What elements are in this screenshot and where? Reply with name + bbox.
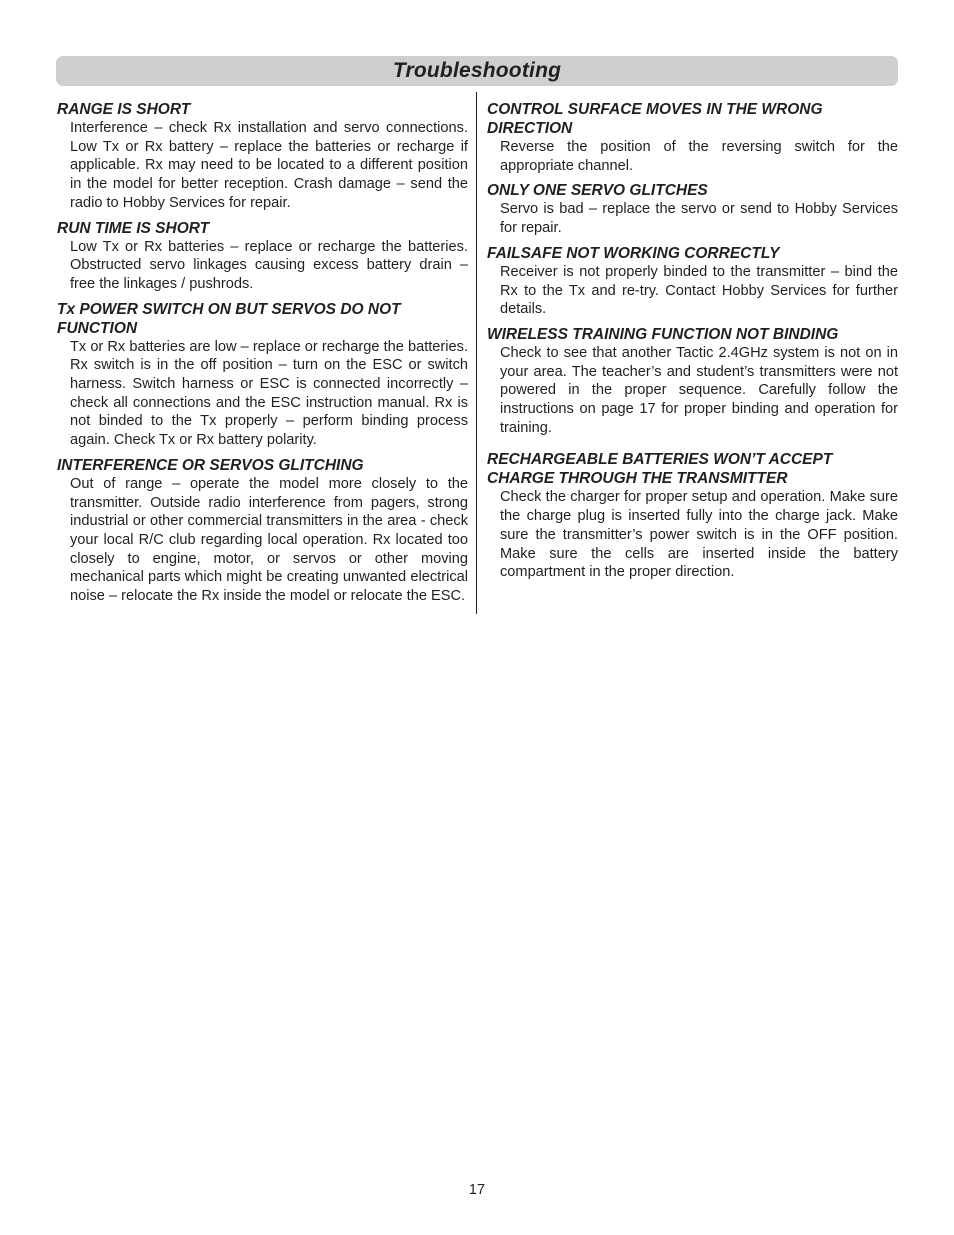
section-body: Low Tx or Rx batteries – replace or recharge the batteries. Obstructed servo linkages causing excess battery drain – free the linkages / pushrods. (70, 238, 468, 292)
title-bar (56, 56, 898, 86)
section-range-is-short (57, 100, 468, 213)
section-run-time-is-short (57, 219, 468, 294)
section-body: Receiver is not properly binded to the transmitter – bind the Rx to the Tx and re-try. Contact Hobby Services for further details. (500, 263, 898, 318)
section-one-servo-glitches (487, 181, 898, 237)
section-heading: RUN TIME IS SHORT (57, 219, 210, 237)
section-heading: WIRELESS TRAINING FUNCTION NOT BINDING (487, 325, 839, 343)
section-wireless-training (487, 325, 898, 438)
section-heading: RANGE IS SHORT (57, 101, 191, 118)
section-body: Out of range – operate the model more closely to the transmitter. Outside radio interference from pagers, strong industrial or other commercial transmitters in the area - check your local R/C club regarding local operation. Rx located too closely to engine, motor, or servos or other moving mechanical parts which might be creating unwanted electrical noise – relocate the Rx inside the model or relocate the ESC. (70, 475, 468, 605)
column-divider (476, 92, 477, 614)
section-body: Check the charger for proper setup and operation. Make sure the charge plug is inserted fully into the charge jack. Make sure the transmitter’s power switch is in the OFF position. Make sure the cells are inserted inside the battery compartment in the proper direction. (500, 489, 898, 581)
section-body: Check to see that another Tactic 2.4GHz system is not on in your area. The teacher’s and student’s transmitters were not powered in the proper sequence. Carefully follow the instructions on page 17 for proper binding and operation for training. (500, 344, 898, 436)
section-heading: CONTROL SURFACE MOVES IN THE WRONG DIRECTION (487, 101, 823, 137)
section-heading: RECHARGEABLE BATTERIES WON’T ACCEPT CHARGE THROUGH THE TRANSMITTER (487, 451, 833, 488)
section-heading: Tx POWER SWITCH ON BUT SERVOS DO NOT FUNCTION (57, 300, 401, 337)
section-body: Interference – check Rx installation and servo connections. Low Tx or Rx battery – replace the batteries or recharge if applicable. Rx may need to be located to a different position in the model for better reception. Crash damage – send the radio to Hobby Services for repair. (70, 120, 468, 211)
section-control-surface-direction (487, 100, 898, 175)
page-title: Troubleshooting (392, 59, 562, 82)
section-failsafe (487, 244, 898, 319)
section-heading: INTERFERENCE OR SERVOS GLITCHING (57, 456, 364, 474)
section-body: Tx or Rx batteries are low – replace or recharge the batteries. Rx switch is in the off position – turn on the ESC or switch harness. Switch harness or ESC is connected incorrectly – check all connections and the ESC instruction manual. Rx is not binded to the Tx properly – perform binding process again. Check Tx or Rx battery polarity. (70, 338, 468, 449)
section-power-switch-servos (57, 300, 468, 450)
page-number: 17 (468, 1182, 486, 1198)
section-rechargeable-batteries (487, 450, 898, 582)
section-heading: ONLY ONE SERVO GLITCHES (487, 182, 708, 200)
section-heading: FAILSAFE NOT WORKING CORRECTLY (487, 244, 780, 262)
section-body: Reverse the position of the reversing switch for the appropriate channel. (500, 139, 898, 174)
section-interference (57, 456, 468, 606)
right-column (487, 100, 898, 582)
section-body: Servo is bad – replace the servo or send to Hobby Services for repair. (500, 201, 898, 237)
left-column (57, 100, 468, 606)
